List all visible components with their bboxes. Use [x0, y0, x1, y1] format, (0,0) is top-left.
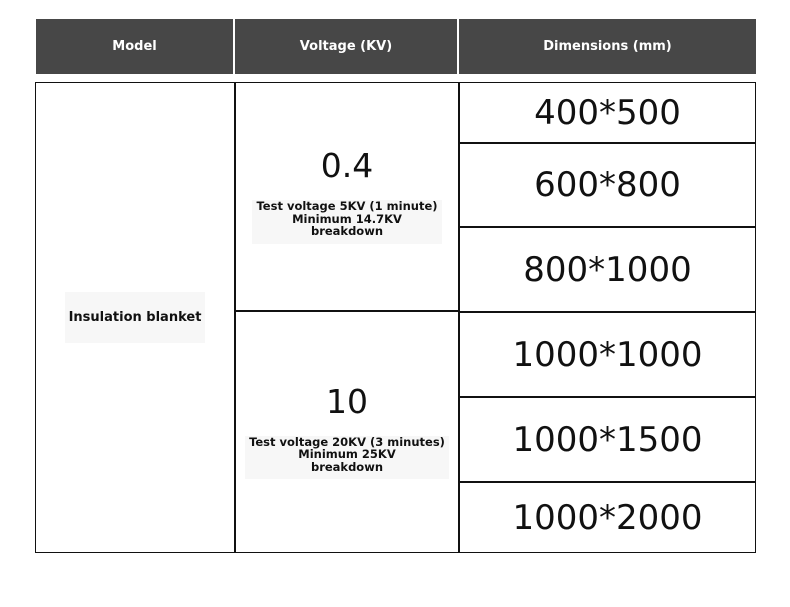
- note-line: Minimum 14.7KV: [292, 211, 402, 226]
- table-header-row: [36, 19, 756, 74]
- note-line: Minimum 25KV: [298, 447, 396, 462]
- header-voltage: Voltage (KV): [299, 39, 393, 54]
- voltage-value: 0.4: [320, 146, 374, 186]
- dimension-cell: 1000*2000: [512, 497, 703, 538]
- test-voltage-note: [245, 436, 449, 480]
- voltage-cell-low: [236, 83, 458, 310]
- header-model: Model: [112, 39, 157, 54]
- note-line: Test voltage 5KV (1 minute): [256, 199, 438, 214]
- dimension-cell: 400*500: [534, 92, 681, 133]
- voltage-value: 10: [326, 381, 368, 421]
- test-voltage-note: [252, 200, 441, 244]
- note-line: breakdown: [310, 459, 384, 474]
- model-cell: [36, 83, 234, 552]
- voltage-cell-high: [236, 312, 458, 552]
- note-line: breakdown: [310, 224, 384, 239]
- dimension-cell: 1000*1000: [512, 334, 703, 375]
- dimension-cell: 600*800: [534, 165, 681, 205]
- dimension-cell: 1000*1500: [512, 419, 703, 460]
- note-line: Test voltage 20KV (3 minutes): [249, 434, 445, 449]
- dimension-cell: 800*1000: [523, 249, 692, 290]
- header-dimensions: Dimensions (mm): [543, 39, 672, 54]
- spec-table-body: [35, 82, 756, 553]
- model-name: Insulation blanket: [65, 292, 206, 343]
